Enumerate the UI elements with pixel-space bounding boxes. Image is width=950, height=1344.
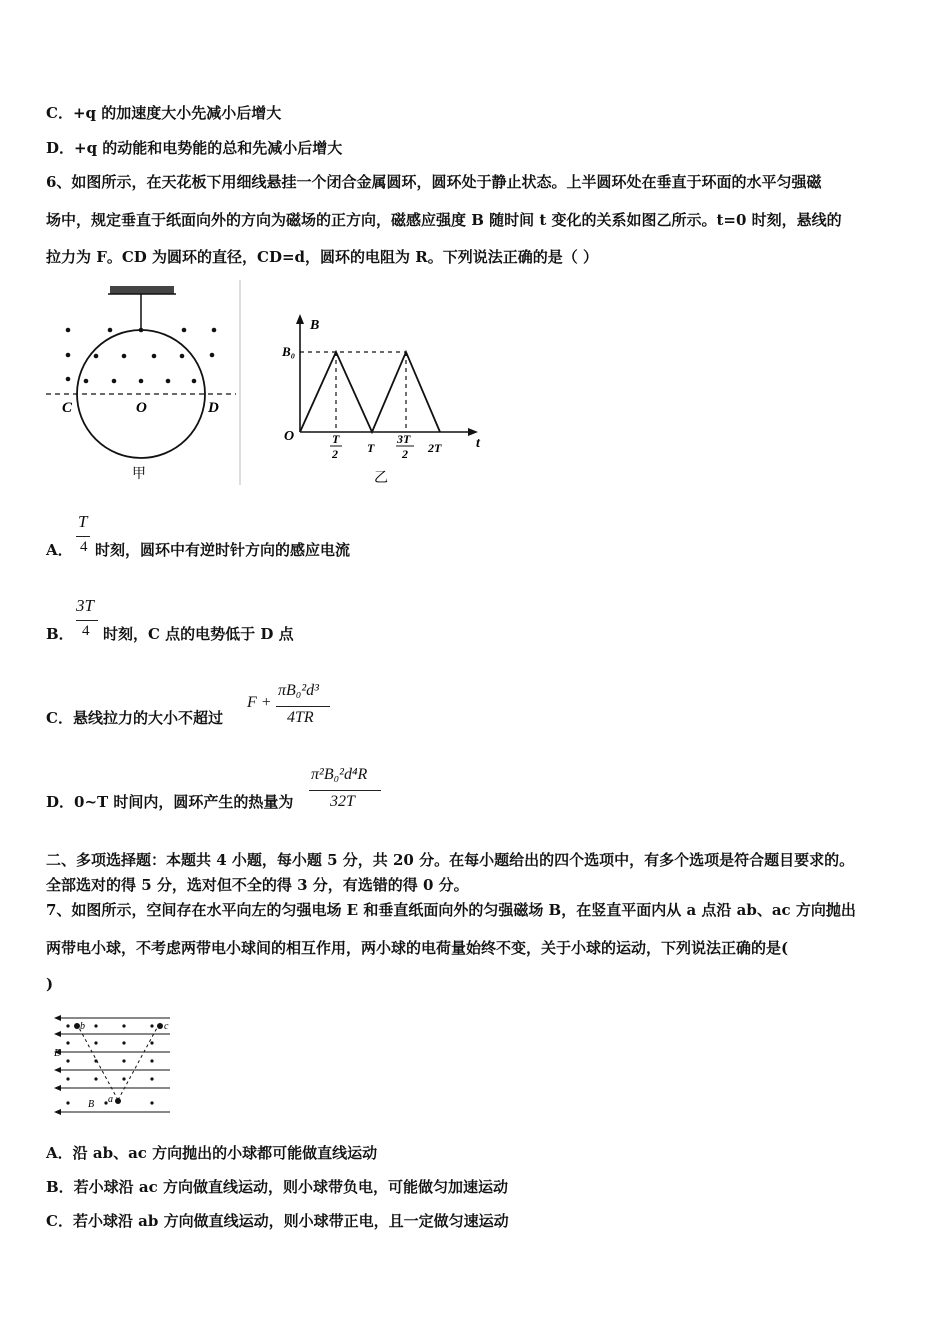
option-d-denominator: 32T	[330, 793, 355, 810]
label-o: O	[136, 400, 147, 416]
option-b-numerator: 3T	[76, 596, 94, 615]
figure-jia	[44, 280, 244, 490]
q6-stem-line-2: 场中，规定垂直于纸面向外的方向为磁场的正方向，磁感应强度 B 随时间 t 变化的关系如图乙所示。t=0 时刻，悬线的	[46, 211, 842, 229]
option-c-numerator: πB₀²d³	[278, 682, 319, 699]
caption-yi: 乙	[374, 471, 388, 486]
option-c-prefix: F +	[247, 694, 272, 711]
magnetic-field-dots	[66, 328, 217, 384]
option-c-fraction-bar	[276, 706, 330, 707]
option-d-numerator: π²B₀²d⁴R	[311, 766, 368, 783]
q7-option-c: C．若小球沿 ab 方向做直线运动，则小球带正电，且一定做匀速运动	[46, 1212, 509, 1230]
q5-option-d: D．+q 的动能和电势能的总和先减小后增大	[46, 139, 343, 157]
label-a-point: a	[108, 1094, 113, 1105]
section2-heading-line-1: 二、多项选择题：本题共 4 小题，每小题 5 分，共 20 分。在每小题给出的四个选项中，有多个选项是符合题目要求的。	[46, 851, 855, 869]
option-d-fraction-bar	[309, 790, 381, 791]
option-a-numerator: T	[78, 512, 88, 531]
option-b-fraction-bar	[76, 620, 98, 621]
q6-option-a-label: A．	[46, 541, 73, 559]
b0-label: B₀	[282, 344, 296, 359]
option-a-denominator: 4	[80, 539, 88, 555]
q6-stem-line-1: 6、如图所示，在天花板下用细线悬挂一个闭合金属圆环，圆环处于静止状态。上半圆环处在垂直于环面的水平匀强磁	[46, 173, 822, 191]
q7-option-a: A．沿 ab、ac 方向抛出的小球都可能做直线运动	[46, 1144, 378, 1162]
option-a-fraction-bar	[76, 536, 90, 537]
ceiling	[108, 286, 176, 294]
label-d: D	[208, 400, 219, 416]
option-c-denominator: 4TR	[287, 709, 314, 726]
axis-label-t: t	[476, 436, 480, 451]
tick-2t: 2T	[428, 441, 442, 455]
section2-heading-line-2: 全部选对的得 5 分，选对但不全的得 3 分，有选错的得 0 分。	[46, 876, 469, 894]
option-b-denominator: 4	[82, 623, 90, 639]
q6-stem-line-3: 拉力为 F。CD 为圆环的直径，CD=d，圆环的电阻为 R。下列说法正确的是（ ）	[46, 248, 598, 266]
point-c	[157, 1023, 163, 1029]
point-a	[115, 1098, 121, 1104]
figure-yi	[278, 312, 498, 492]
tick-t-half-den: 2	[332, 447, 338, 461]
q6-option-c: C．悬线拉力的大小不超过	[46, 709, 223, 727]
path-ac	[118, 1026, 158, 1100]
q7-stem-line-3: )	[46, 975, 54, 993]
label-c: C	[62, 400, 73, 416]
origin-label: O	[284, 429, 295, 444]
tick-t: T	[367, 441, 375, 455]
axis-label-b: B	[310, 318, 320, 333]
tick-3t-half-den: 2	[402, 447, 408, 461]
label-b-field: B	[88, 1099, 95, 1110]
q7-option-b: B．若小球沿 ac 方向做直线运动，则小球带负电，可能做匀加速运动	[46, 1178, 508, 1196]
caption-jia: 甲	[132, 467, 146, 482]
q6-option-a: 时刻，圆环中有逆时针方向的感应电流	[95, 541, 351, 559]
tick-t-half-num: T	[332, 432, 340, 446]
path-ab	[78, 1026, 118, 1100]
q7-stem-line-2: 两带电小球，不考虑两带电小球间的相互作用，两小球的电荷量始终不变，关于小球的运动，下列说法正确的是(	[46, 939, 789, 957]
label-e-field: E	[54, 1048, 61, 1059]
figure-q7	[50, 1012, 180, 1118]
q7-stem-line-1: 7、如图所示，空间存在水平向左的匀强电场 E 和垂直纸面向外的匀强磁场 B，在竖直平面内从 a 点沿 ab、ac 方向抛出	[46, 901, 856, 919]
q6-option-b-label: B．	[46, 625, 74, 643]
tick-3t-half-num: 3T	[397, 432, 411, 446]
electric-field-lines	[56, 1018, 170, 1112]
q5-option-c: C．+q 的加速度大小先减小后增大	[46, 104, 282, 122]
label-b-point: b	[80, 1021, 85, 1032]
label-c-point: c	[164, 1021, 169, 1032]
magnetic-field-dots-q7	[66, 1024, 153, 1104]
b-t-graph	[300, 352, 440, 432]
q6-option-d: D．0~T 时间内，圆环产生的热量为	[46, 793, 294, 811]
q6-option-b: 时刻，C 点的电势低于 D 点	[103, 625, 294, 643]
